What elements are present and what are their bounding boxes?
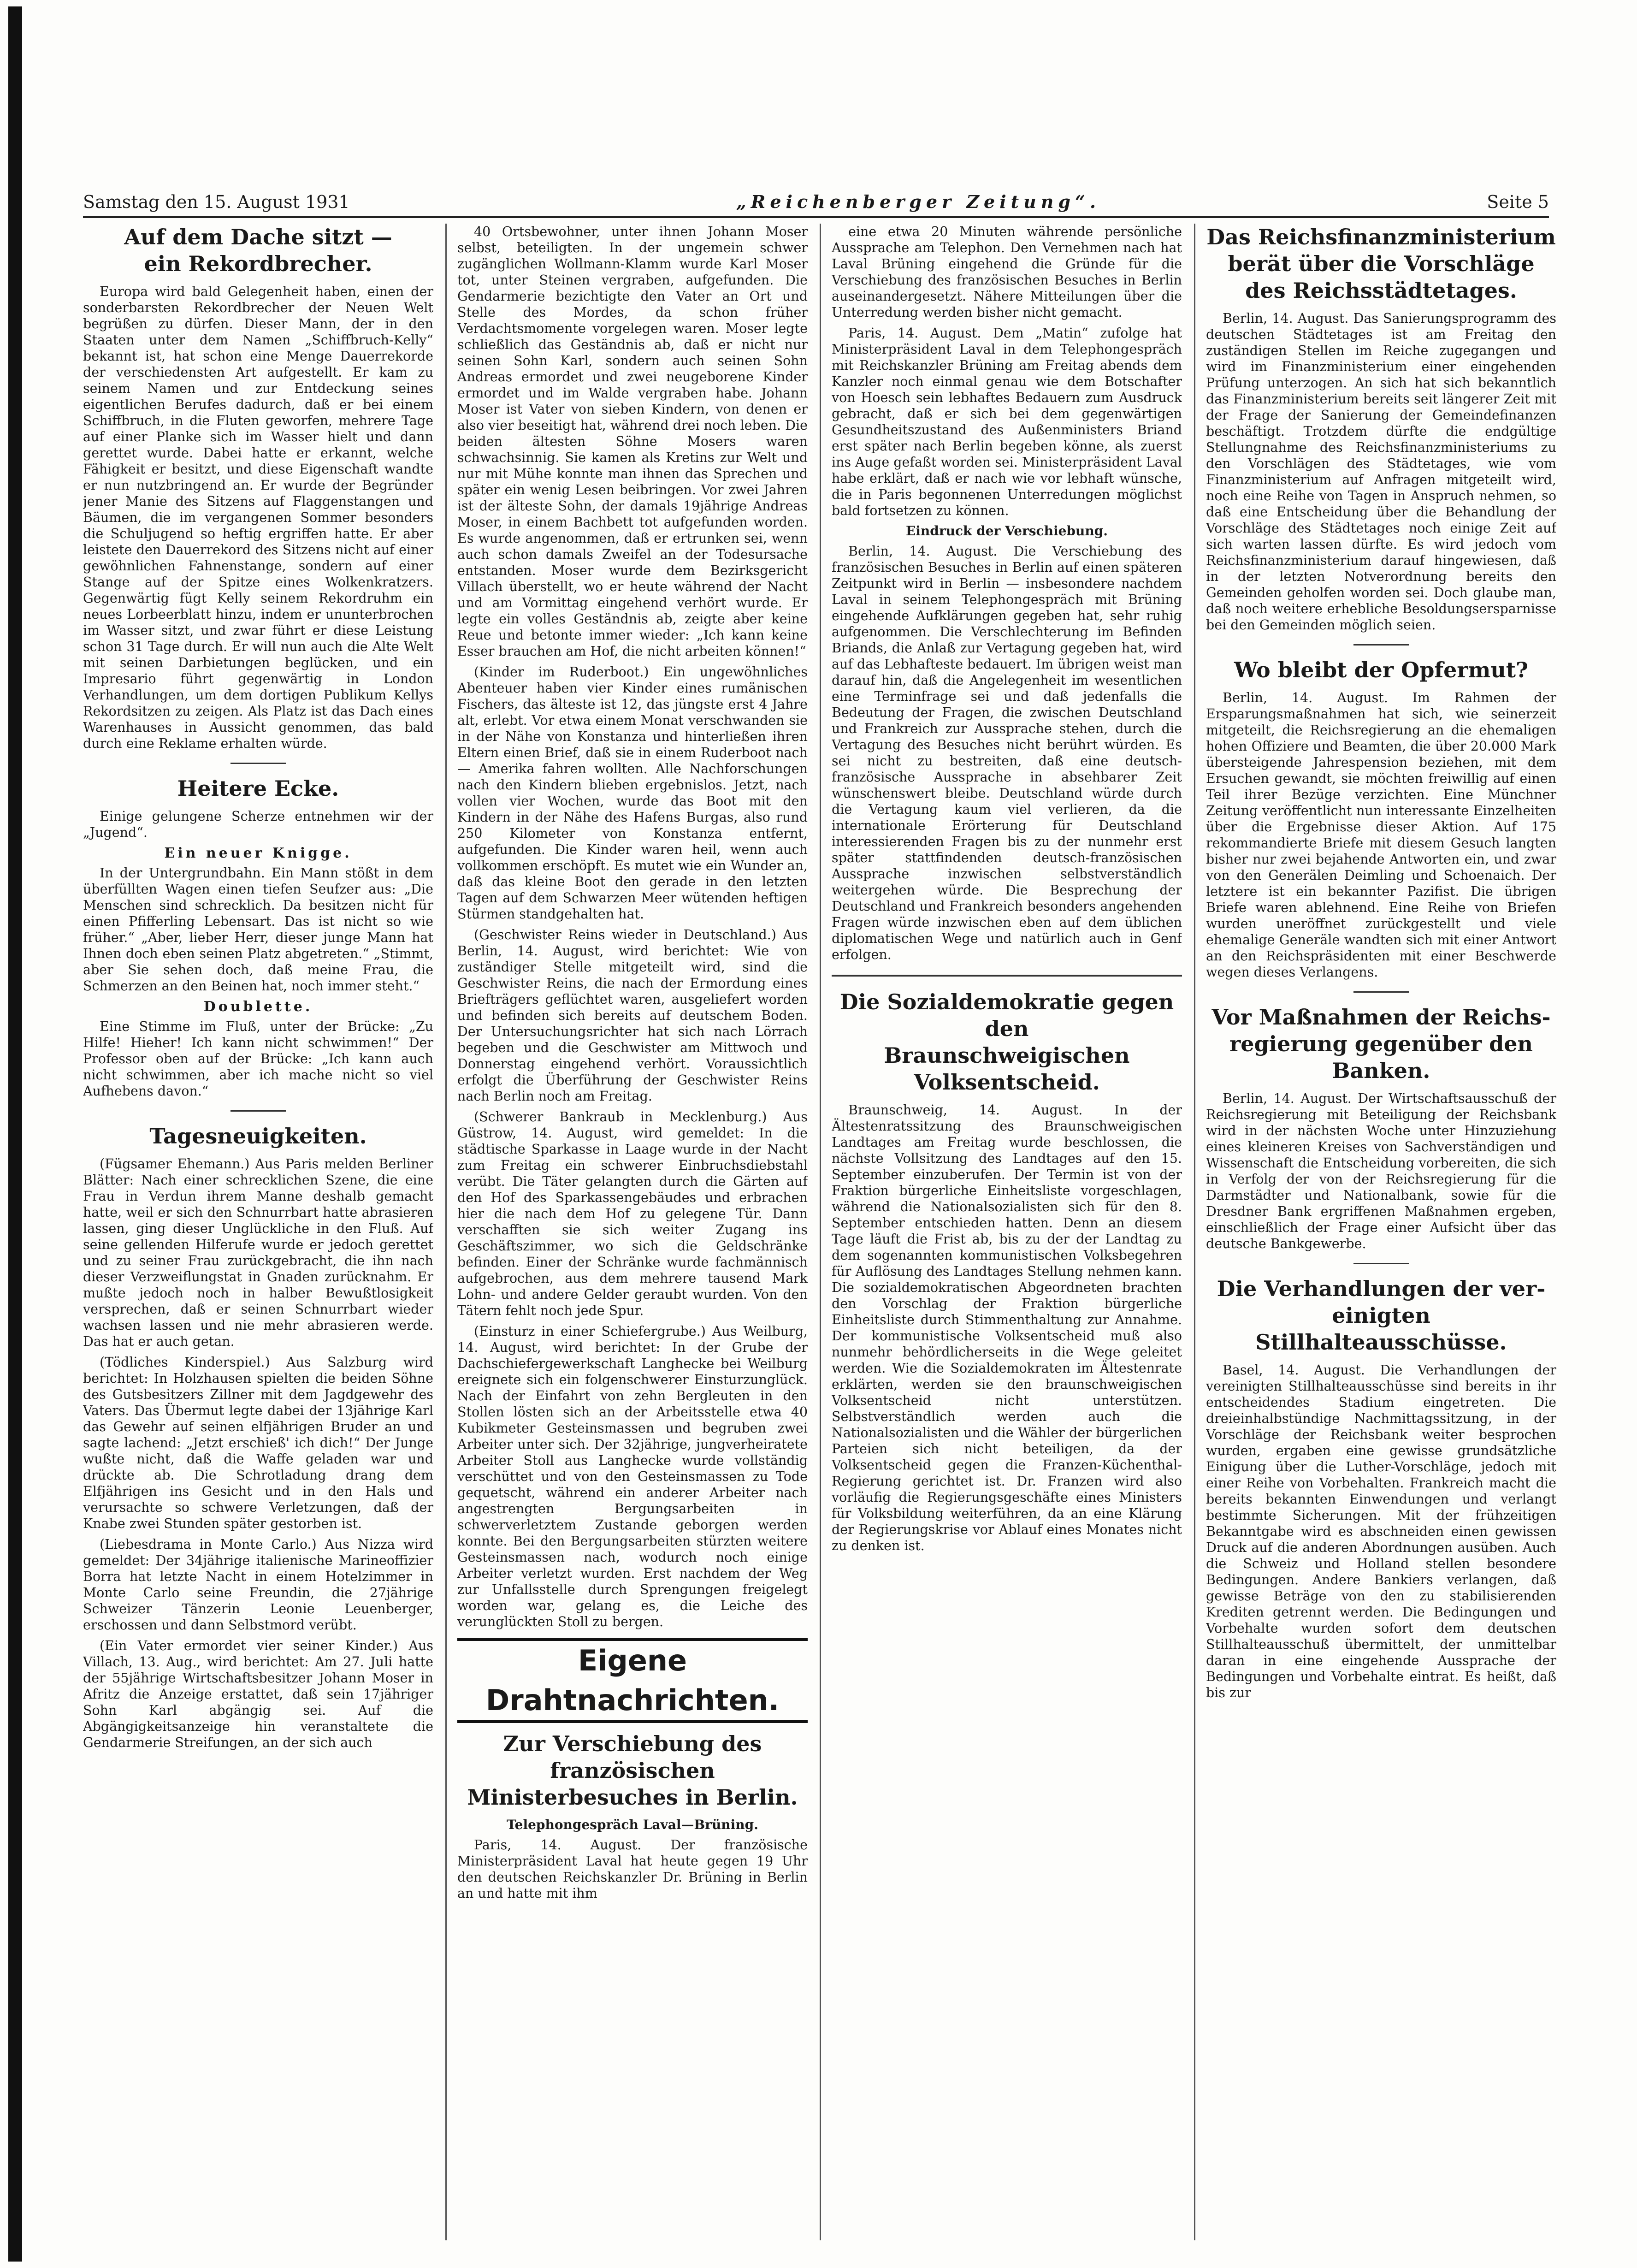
- header-masthead: „Reichenberger Zeitung“.: [736, 191, 1101, 212]
- divider: [832, 975, 1182, 977]
- title-line: Zur Verschiebung des französischen: [503, 1731, 762, 1783]
- columns: [83, 224, 1556, 2240]
- article-text: (Schwerer Bankraub in Mecklenburg.) Aus Güstrow, 14. August, wird gemeldet: In die städtische Sparkasse in Laage wurde in der Nacht zum Freitag ein schwerer Einbruchsdiebstahl verübt. Die Täter gelangten durch die Gärten auf den Hof des Sparkassengebäudes und erbrachen hier die nach dem Hof zu gelegene Tür. Dann verschafften sie sich weiter Zugang ins Geschäftszimmer, wo sich die Geldschränke befinden. Einer der Schränke wurde fachmännisch aufgebrochen, aus dem mehrere tausend Mark Lohn- und andere Gelder geraubt wurden. Von den Tätern fehlt noch jede Spur.: [457, 1109, 808, 1318]
- title-line: Vor Maßnahmen der Reichs-: [1211, 1005, 1551, 1030]
- article-title-banken: [1206, 1004, 1556, 1084]
- article-text: Berlin, 14. August. Das Sanierungsprogramm des deutschen Städtetages ist am Freitag den zuständigen Stellen im Reiche zugegangen und wird im Finanzministerium einer eingehenden Prüfung unterzogen. An sich hat sich bekanntlich das Finanzministerium bereits seit längerer Zeit mit der Frage der Sanierung der Gemeindefinanzen beschäftigt. Trotzdem dürfte die endgültige Stellungnahme des Reichsfinanzministeriums zu den Vorschlägen des Städtetages, wie vom Finanzministerium auf Anfragen mitgeteilt wird, noch eine Reihe von Tagen in Anspruch nehmen, so daß eine Entscheidung über die Behandlung der Vorschläge des Städtetages noch einige Zeit auf sich warten lassen dürfte. Es wird jedoch vom Reichsfinanzministerium darauf hingewiesen, daß in der letzten Notverordnung bereits den Gemeinden geholfen worden sei. Doch glaube man, daß noch weitere erhebliche Besoldungsersparnisse bei den Gemeinden möglich seien.: [1206, 311, 1556, 633]
- article-title-tagesneuigkeiten: Tagesneuigkeiten.: [149, 1124, 367, 1149]
- article-text: In der Untergrundbahn. Ein Mann stößt in dem überfüllten Wagen einen tiefen Seufzer aus: „Die Menschen sind schrecklich. Da besitzen nicht für einen Pfifferling Lebensart. Das ist nicht so wie früher.“ „Aber, lieber Herr, dieser junge Mann hat Ihnen doch eben seinen Platz abgetreten.“ „Stimmt, aber Sie sehen doch, daß meine Frau, die Schmerzen an den Beinen hat, noch immer steht.“: [83, 865, 433, 994]
- title-line: ein Rekordbrecher.: [144, 251, 372, 276]
- title-line: regierung gegenüber den Banken.: [1229, 1031, 1533, 1083]
- article-text: Braunschweig, 14. August. In der Ältestenratssitzung des Braunschweigischen Landtages am Freitag wurde beschlossen, die nächste Vollsitzung des Landtages auf den 15. September einzuberufen. Der Termin ist von der Fraktion bürgerliche Einheitsliste vorgeschlagen, während die Nationalsozialisten sich für den 8. September entschieden hatten. Denn an diesem Tage läuft die Frist ab, bis zu der der Landtag zu dem sogenannten kommunistischen Volksbegehren für Auflösung des Landtages Stellung nehmen kann. Die sozialdemokratischen Abgeordneten brachten den Vorschlag der Fraktion bürgerliche Einheitsliste durch Stimmenthaltung zur Annahme. Der kommunistische Volksentscheid muß also nunmehr behördlicherseits in die Wege geleitet werden. Wie die Sozialdemokraten im Ältestenrate erklärten, werden sie den braunschweigischen Volksentscheid nicht unterstützen. Selbstverständlich werden auch die Nationalsozialisten und die Wähler der bürgerlichen Parteien sich nicht beteiligen, da der Volksentscheid gegen die Franzen-Küchenthal-Regierung gerichtet ist. Dr. Franzen wird also vorläufig die Regierungsgeschäfte eines Ministers für Volksbildung weiterführen, da an eine Klärung der Regierungskrise vor Ablauf eines Monates nicht zu denken ist.: [832, 1102, 1182, 1553]
- column-rule: [1194, 224, 1195, 2240]
- title-line: des Reichsstädtetages.: [1245, 278, 1517, 303]
- article-title-rekordbrecher: [83, 224, 433, 277]
- subheading: Doublette.: [203, 999, 313, 1015]
- column-2: [457, 224, 808, 2240]
- article-title-reichsfinanzministerium: [1206, 224, 1556, 304]
- divider: [1353, 991, 1409, 993]
- title-line: Die Verhandlungen der ver-: [1217, 1276, 1546, 1301]
- article-text: (Tödliches Kinderspiel.) Aus Salzburg wird berichtet: In Holzhausen spielten die beiden Söhne des Gutsbesitzers Zillner mit dem Jagdgewehr des Vaters. Das Übermut legte dabei der 13jährige Karl das Gewehr auf seinen elfjährigen Bruder an und sagte lachend: „Jetzt erschieß' ich dich!“ Der Junge wußte nicht, daß die Waffe geladen war und drückte ab. Die Schrotladung drang dem Elfjährigen ins Gesicht und in den Hals und verursachte so schwere Verletzungen, daß der Knabe zwei Stunden später gestorben ist.: [83, 1355, 433, 1531]
- subheading: Ein neuer Knigge.: [164, 845, 352, 861]
- article-title-heitere-ecke: Heitere Ecke.: [177, 776, 339, 801]
- title-line: Das Reichsfinanzministerium: [1206, 225, 1556, 249]
- title-line: Ministerbesuches in Berlin.: [467, 1785, 798, 1810]
- header-page-number: Seite 5: [1487, 192, 1549, 212]
- article-text: Berlin, 14. August. Die Verschiebung des französischen Besuches in Berlin auf einen späteren Zeitpunkt wird in Berlin — insbesondere nachdem Laval in seinem Telephongespräch mit Brüning eingehende Aufklärungen gegeben hat, sehr ruhig aufgenommen. Die Verschlechterung im Befinden Briands, die Anlaß zur Vertagung gegeben hat, wird auf das Lebhafteste bedauert. Im übrigen weist man darauf hin, daß die Angelegenheit im wesentlichen eine Terminfrage sei und daß jedenfalls die Bedeutung der Fragen, die zwischen Deutschland und Frankreich zur Aussprache stehen, durch die Vertagung des Besuches nicht berührt würden. Es sei nicht zu bestreiten, daß eine deutsch-französische Aussprache in absehbarer Zeit wünschenswert bleibe. Deutschland würde durch die Vertagung kaum viel verlieren, da die internationale Erörterung für Deutschland interessierenden Fragen bis zu der nunmehr erst später stattfindenden deutsch-französischen Aussprache inzwischen selbstverständlich weitergehen würde. Die Besprechung der Deutschland und Frankreich besonders angehenden Fragen würde inzwischen eben auf dem üblichen diplomatischen Wege und natürlich auch in Genf erfolgen.: [832, 544, 1182, 962]
- article-text: eine etwa 20 Minuten währende persönliche Aussprache am Telephon. Den Vernehmen nach hat Laval Brüning eingehend die Gründe für die Verschiebung des französischen Besuches in Berlin auseinandergesetzt. Nähere Mitteilungen über die Unterredung werden bisher nicht gemacht.: [832, 224, 1182, 320]
- header-date: Samstag den 15. August 1931: [83, 192, 350, 212]
- article-text: (Kinder im Ruderboot.) Ein ungewöhnliches Abenteuer haben vier Kinder eines rumänischen Fischers, das älteste ist 12, das jüngste erst 4 Jahre alt, erlebt. Vor etwa einem Monat verschwanden sie in der Nähe von Konstanza und hinterließen ihren Eltern einen Brief, daß sie in einem Ruderboot nach — Amerika fahren wollten. Alle Nachforschungen nach den Kindern blieben ergebnislos. Jetzt, nach vollen vier Wochen, wurde das Boot mit den Kindern in der Nähe des Hafens Burgas, also rund 250 Kilometer von Konstanza entfernt, aufgefunden. Die Kinder waren heil, wenn auch vollkommen erschöpft. Es mutet wie ein Wunder an, daß das kleine Boot den gerade in den letzten Tagen auf dem Schwarzen Meer wütenden heftigen Stürmen standgehalten hat.: [457, 664, 808, 922]
- column-1: [83, 224, 433, 2240]
- article-text: (Fügsamer Ehemann.) Aus Paris melden Berliner Blätter: Nach einer schrecklichen Szene, die eine Frau in Verdun ihrem Manne deshalb gemacht hatte, weil er sich den Schnurrbart hatte abrasieren lassen, ging dieser Unglückliche in den Fluß. Auf seine gellenden Hilferufe wurde er jedoch gerettet und zu seiner Frau zurückgebracht, die ihn nach dieser Verzweiflungstat in Gnaden zurücknahm. Er mußte jedoch noch in halber Bewußtlosigkeit versprechen, daß er seinen Schnurrbart wieder wachsen lassen und nie mehr abrasieren werde. Das hat er auch getan.: [83, 1156, 433, 1349]
- divider: [230, 1110, 286, 1112]
- subheading: Telephongespräch Laval—Brüning.: [507, 1817, 758, 1832]
- article-text: Berlin, 14. August. Im Rahmen der Ersparungsmaßnahmen hat sich, wie seinerzeit mitgeteilt, die Reichsregierung an die ehemaligen hohen Offiziere und Beamten, die über 20.000 Mark übersteigende Jahrespension beziehen, mit dem Ersuchen gewandt, sie möchten freiwillig auf einen Teil ihrer Bezüge verzichten. Eine Münchner Zeitung veröffentlicht nun interessante Einzelheiten über die Ergebnisse dieser Aktion. Auf 175 rekommandierte Briefe mit diesem Gesuch langten bisher nur zwei bejahende Antworten ein, und zwar von den Generälen Deimling und Schoenaich. Der letztere ist ein bekannter Pazifist. Die übrigen Briefe waren ablehnend. Eine Reihe von Briefen wurden uneröffnet zurückgestellt und viele ehemalige Generäle wandten sich mit einer Antwort an den Reichspräsidenten mit einer Beschwerde wegen dieses Verlangens.: [1206, 690, 1556, 980]
- divider: [1353, 1263, 1409, 1264]
- column-rule: [820, 224, 821, 2240]
- column-rule: [445, 224, 447, 2240]
- article-text: Eine Stimme im Fluß, unter der Brücke: „Zu Hilfe! Hieher! Ich kann nicht schwimmen!“ Der Professor oben auf der Brücke: „Ich kann auch nicht schwimmen, aber ich mache nicht so viel Aufhebens davon.“: [83, 1019, 433, 1099]
- article-text: Basel, 14. August. Die Verhandlungen der vereinigten Stillhalteausschüsse sind bereits in ihr entscheidendes Stadium eingetreten. Die dreieinhalbstündige Nachmittagssitzung, in der Vorschläge der Reichsbank weiter besprochen wurden, ergaben eine gewisse grundsätzliche Einigung über die Luther-Vorschläge, jedoch mit einer Reihe von Vorbehalten. Frankreich macht die bereits bekannten Einwendungen und verlangt bestimmte Sicherungen. Mit der frühzeitigen Bekanntgabe wird es abschneiden einen gewissen Druck auf die anderen Abordnungen ausüben. Auch die Schweiz und Holland stellen besondere Bedingungen. Andere Bankiers verlangen, daß gewisse Beträge von den zu stabilisierenden Krediten getrennt werden. Die Bedingungen und Vorbehalte wurden sofort dem deutschen Stillhalteausschuß übermittelt, der unmittelbar daran in eine eingehende Aussprache der Bedingungen und Vorbehalte eintrat. Es heißt, daß bis zur: [1206, 1362, 1556, 1700]
- title-line: Braunschweigischen Volksentscheid.: [884, 1043, 1130, 1095]
- section-banner: Eigene Drahtnachrichten.: [457, 1638, 808, 1723]
- title-line: berät über die Vorschläge: [1228, 251, 1535, 276]
- divider: [1353, 644, 1409, 645]
- article-text: (Geschwister Reins wieder in Deutschland.) Aus Berlin, 14. August, wird berichtet: Wie von zuständiger Stelle mitgeteilt wird, sind die Geschwister Reins, die nach der Ermordung eines Briefträgers geflüchtet waren, ausgeliefert worden und befinden sich bereits auf deutschem Boden. Der Untersuchungsrichter hat sich nach Lörrach begeben und die Geschwister am Mittwoch und Donnerstag eingehend verhört. Voraussichtlich erfolgt die Überführung der Geschwister Reins nach Berlin noch am Freitag.: [457, 927, 808, 1104]
- article-text: (Ein Vater ermordet vier seiner Kinder.) Aus Villach, 13. Aug., wird berichtet: Am 27. Juli hatte der 55jährige Wirtschaftsbesitzer Johann Moser in Afritz die Anzeige erstattet, daß sein 17jähriger Sohn Karl abgängig sei. Auf die Abgängigkeitsanzeige hin veranstaltete die Gendarmerie Streifungen, an der sich auch: [83, 1638, 433, 1750]
- column-3: [832, 224, 1182, 2240]
- article-title-verschiebung: [457, 1730, 808, 1811]
- title-line: Die Sozialdemokratie gegen den: [839, 989, 1174, 1041]
- article-title-sozialdemokratie: [832, 989, 1182, 1096]
- article-text: Einige gelungene Scherze entnehmen wir der „Jugend“.: [83, 809, 433, 840]
- column-4: [1206, 224, 1556, 2240]
- article-text: Paris, 14. August. Dem „Matin“ zufolge hat Ministerpräsident Laval in dem Telephongespräch mit Reichskanzler Brüning am Freitag abends dem Kanzler noch einmal genau wie dem Botschafter von Hoesch sein lebhaftes Bedauern zum Ausdruck gebracht, daß er sich bei dem gegenwärtigen Gesundheitszustand des Außenministers Briand erst später nach Berlin begeben könne, als zuerst ins Auge gefaßt worden sei. Ministerpräsident Laval habe erklärt, daß er nach wie vor lebhaft wünsche, die in Paris begonnenen Unterredungen möglichst bald fortsetzen zu können.: [832, 326, 1182, 518]
- title-line: einigten Stillhalteausschüsse.: [1255, 1303, 1507, 1355]
- article-text: Europa wird bald Gelegenheit haben, einen der sonderbarsten Rekordbrecher der Neuen Welt begrüßen zu dürfen. Dieser Mann, der in den Staaten unter dem Namen „Schiffbruch-Kelly“ bekannt ist, hat schon eine Menge Dauerrekorde der verschiedensten Art aufgestellt. Er kam zu seinem Namen und zur Entdeckung seines eigentlichen Berufes dadurch, daß er bei einem Schiffbruch, in die Fluten geworfen, mehrere Tage auf einer Planke sich im Wasser hielt und dann gerettet wurde. Dabei hatte er erkannt, welche Fähigkeit er besitzt, und diese Eigenschaft wandte er nun nutzbringend an. Er wurde der Begründer jener Manie des Sitzens auf Flaggenstangen und Bäumen, die im vergangenen Sommer besonders die Schuljugend so heftig ergriffen hatte. Er aber leistete den Dauerrekord des Sitzens nicht auf einer gewöhnlichen Fahnenstange, sondern auf einer Stange auf der Spitze eines Wolkenkratzers. Gegenwärtig fügt Kelly seinem Rekordruhm ein neues Lorbeerblatt hinzu, indem er ununterbrochen im Wasser sitzt, und zwar führt er diese Leistung schon 31 Tage durch. Er will nun auch die Alte Welt mit seinen Darbietungen beglücken, und ein Impresario führt gegenwärtig in London Verhandlungen, um dem dortigen Publikum Kellys Rekordsitzen zu zeigen. Als Platz ist das Dach eines Warenhauses in Aussicht genommen, das bald durch eine Reklame erhalten würde.: [83, 284, 433, 751]
- article-text: Berlin, 14. August. Der Wirtschaftsausschuß der Reichsregierung mit Beteiligung der Reichsbank wird in der nächsten Woche unter Hinzuziehung eines kleineren Kreises von Sachverständigen und Wissenschaft die Entscheidung vorbereiten, die sich in Verfolg der von der Reichsregierung für die Darmstädter und Nationalbank, sowie für die Dresdner Bank ergriffenen Maßnahmen ergeben, einschließlich der Frage einer Aufsicht über das deutsche Bankgewerbe.: [1206, 1091, 1556, 1251]
- article-text: (Einsturz in einer Schiefergrube.) Aus Weilburg, 14. August, wird berichtet: In der Grube der Dachschiefergewerkschaft Langhecke bei Weilburg ereignete sich ein folgenschwerer Einsturzunglück. Nach der Einfahrt von zehn Bergleuten in den Stollen lösten sich an der Arbeitsstelle etwa 40 Kubikmeter Gesteinsmassen und begruben zwei Arbeiter unter sich. Der 32jährige, jungverheiratete Arbeiter Stoll aus Langhecke wurde vollständig verschüttet und von den Gesteinsmassen zu Tode gequetscht, während ein anderer Arbeiter nach angestrengten Bergungsarbeiten in schwerverletztem Zustande geborgen werden konnte. Bei den Bergungsarbeiten stürzten weitere Gesteinsmassen nach, wodurch noch einige Arbeiter verletzt wurden. Erst nachdem der Weg zur Unfallsstelle durch Sprengungen freigelegt worden war, gelang es, die Leiche des verunglückten Stoll zu bergen.: [457, 1324, 808, 1629]
- divider: [230, 763, 286, 764]
- page-header: [83, 180, 1549, 212]
- header-rule: [83, 216, 1549, 218]
- article-text: (Liebesdrama in Monte Carlo.) Aus Nizza wird gemeldet: Der 34jährige italienische Marineoffizier Borra hat letzte Nacht in einem Hotelzimmer in Monte Carlo seine Freundin, die 27jährige Schweizer Tänzerin Leonie Leuenberger, erschossen und dann Selbstmord verübt.: [83, 1537, 433, 1633]
- subheading: Eindruck der Verschiebung.: [905, 523, 1108, 539]
- article-text: Paris, 14. August. Der französische Ministerpräsident Laval hat heute gegen 19 Uhr den deutschen Reichskanzler Dr. Brüning in Berlin an und hatte mit ihm: [457, 1837, 808, 1901]
- article-title-stillhalteausschuesse: [1206, 1275, 1556, 1356]
- article-text: 40 Ortsbewohner, unter ihnen Johann Moser selbst, beteiligten. In der ungemein schwer zugänglichen Wollmann-Klamm wurde Karl Moser tot, unter Steinen vergraben, aufgefunden. Die Gendarmerie bezichtigte den Vater an Ort und Stelle des Mordes, da schon früher Verdachtsmomente vorgelegen waren. Moser legte schließlich das Geständnis ab, daß er nicht nur seinen Sohn Karl, sondern auch seinen Sohn Andreas ermordet und zwei neugeborene Kinder ermordet und im Walde vergraben habe. Johann Moser ist Vater von sieben Kindern, von denen er also vier beseitigt hat, während drei noch leben. Die beiden ältesten Söhne Mosers waren schwachsinnig. Sie kamen als Kretins zur Welt und nur mit Mühe konnte man ihnen das Sprechen und später ein wenig Lesen beibringen. Vor zwei Jahren ist der älteste Sohn, der damals 19jährige Andreas Moser, in einem Bachbett tot aufgefunden worden. Es wurde angenommen, daß er ertrunken sei, wenn auch schon damals Zweifel an der Todesursache entstanden. Moser wurde dem Bezirksgericht Villach überstellt, wo er heute während der Nacht und am Vormittag eingehend verhört wurde. Er legte ein volles Geständnis ab, zeigte aber keine Reue und betonte immer wieder: „Ich kann keine Esser brauchen am Hof, die nicht arbeiten können!“: [457, 224, 808, 659]
- title-line: Auf dem Dache sitzt —: [124, 225, 392, 249]
- article-title-opfermut: Wo bleibt der Opfermut?: [1234, 657, 1528, 682]
- newspaper-page: [65, 0, 1556, 2268]
